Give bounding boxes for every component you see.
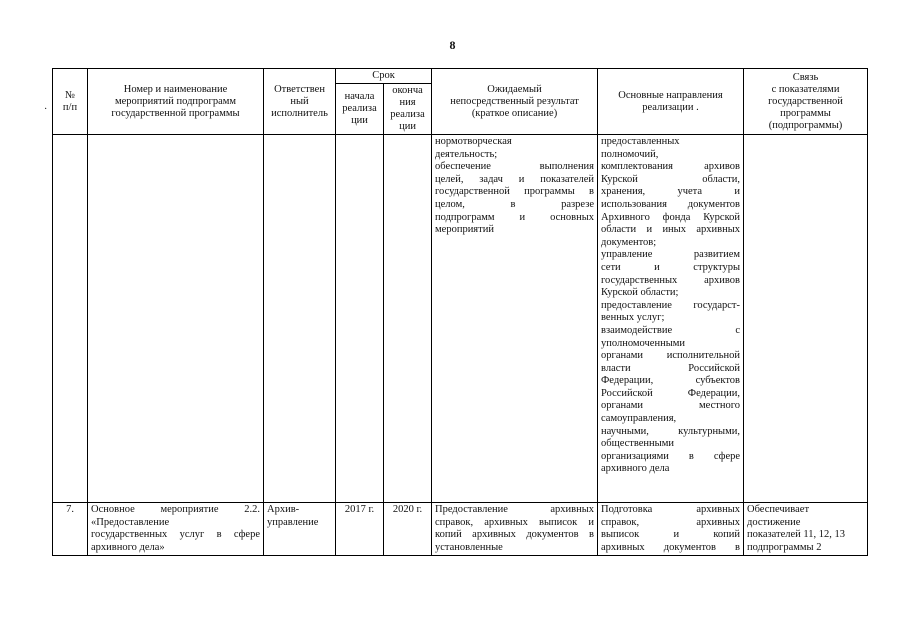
cell-end: 2020 г. xyxy=(384,503,432,556)
cell-directions xyxy=(598,135,744,503)
text-line: государственных услуг в сфере xyxy=(91,529,260,541)
text-line: Архив- xyxy=(267,504,300,515)
text-line: венных услуг; xyxy=(601,312,665,324)
text-line: Российской Федерации, xyxy=(601,387,741,399)
text-line: области и иных архивных xyxy=(601,224,741,236)
cell-empty xyxy=(264,135,336,503)
text-line: управление развитием xyxy=(601,249,741,261)
text-line: власти Российской xyxy=(601,362,741,374)
cell-empty xyxy=(336,135,384,503)
text-line: Архивного фонда Курской xyxy=(601,211,741,223)
text-line: нормотворческая xyxy=(435,136,512,147)
text-line: использования документов xyxy=(601,198,741,210)
text-line: целом, в разрезе xyxy=(435,198,595,210)
text-line: архивных документов в xyxy=(601,541,741,553)
text-line: Основное мероприятие 2.2. xyxy=(91,504,260,515)
header-num: № п/п xyxy=(53,69,88,135)
header-link: Связь с показателями государственной программы (подпрограммы) xyxy=(744,69,868,135)
text-line: предоставление государст- xyxy=(601,299,741,311)
text-line: достижение xyxy=(747,516,801,528)
text-line: научными, культурными, xyxy=(601,425,741,437)
margin-mark: · xyxy=(44,104,48,115)
text-line: государственной программы в xyxy=(435,186,595,198)
cell-empty xyxy=(384,135,432,503)
cell-result xyxy=(432,135,598,503)
text-line: выписок и копий xyxy=(601,529,741,541)
table-row-continuation xyxy=(53,135,868,503)
text-line: показателей 11, 12, 13 xyxy=(747,529,846,541)
header-term-end: оконча ния реализа ции xyxy=(384,84,432,135)
text-line: подпрограмм и основных xyxy=(435,211,595,223)
table-row-7 xyxy=(53,503,868,556)
text-line: подпрограммы 2 xyxy=(747,541,822,553)
text-line: общественными xyxy=(601,438,674,450)
cell-start: 2017 г. xyxy=(336,503,384,556)
text-line: Обеспечивает xyxy=(747,504,810,515)
text-line: Курской области, xyxy=(601,173,741,185)
cell-name xyxy=(88,503,264,556)
text-line: комплектования архивов xyxy=(601,161,741,173)
header-name: Номер и наименование мероприятий подпрограмм государственной программы xyxy=(88,69,264,135)
text-line: органами исполнительной xyxy=(601,350,741,362)
cell-empty xyxy=(53,135,88,503)
text-line: справок, архивных выписок и xyxy=(435,516,595,528)
text-line: архивного дела» xyxy=(91,541,165,553)
header-result: Ожидаемый непосредственный результат (краткое описание) xyxy=(432,69,598,135)
text-line: Федерации, субъектов xyxy=(601,375,741,387)
text-line: предоставленных xyxy=(601,136,680,147)
text-line: мероприятий xyxy=(435,224,494,236)
text-line: копий архивных документов в xyxy=(435,529,595,541)
header-directions: Основные направления реализации . xyxy=(598,69,744,135)
text-line: государственных архивов xyxy=(601,274,741,286)
cell-link xyxy=(744,503,868,556)
cell-empty xyxy=(88,135,264,503)
text-line: целей, задач и показателей xyxy=(435,173,595,185)
cell-directions xyxy=(598,503,744,556)
text-line: уполномоченными xyxy=(601,337,686,349)
cell-empty xyxy=(744,135,868,503)
text-line: сети и структуры xyxy=(601,261,741,273)
header-term: Срок xyxy=(336,69,432,84)
text-line: управление xyxy=(267,516,319,528)
cell-num: 7. xyxy=(53,503,88,556)
text-line: полномочий, xyxy=(601,148,659,160)
program-table xyxy=(52,68,868,556)
text-line: организациями в сфере xyxy=(601,450,741,462)
text-line: установленные xyxy=(435,541,503,553)
text-line: Подготовка архивных xyxy=(601,504,741,515)
text-line: Курской области; xyxy=(601,287,679,299)
text-line: справок, архивных xyxy=(601,516,741,528)
header-responsible: Ответствен ный исполнитель xyxy=(264,69,336,135)
text-line: документов; xyxy=(601,236,657,248)
text-line: органами местного xyxy=(601,400,741,412)
text-line: «Предоставление xyxy=(91,516,170,528)
header-term-start: начала реализа ции xyxy=(336,84,384,135)
cell-responsible xyxy=(264,503,336,556)
text-line: архивного дела xyxy=(601,463,670,475)
text-line: самоуправления, xyxy=(601,413,677,425)
text-line: хранения, учета и xyxy=(601,186,741,198)
cell-result xyxy=(432,503,598,556)
page-number: 8 xyxy=(449,38,456,52)
text-line: обеспечение выполнения xyxy=(435,161,595,173)
text-line: взаимодействие с xyxy=(601,324,741,336)
text-line: Предоставление архивных xyxy=(435,504,595,515)
text-line: деятельность; xyxy=(435,148,498,160)
